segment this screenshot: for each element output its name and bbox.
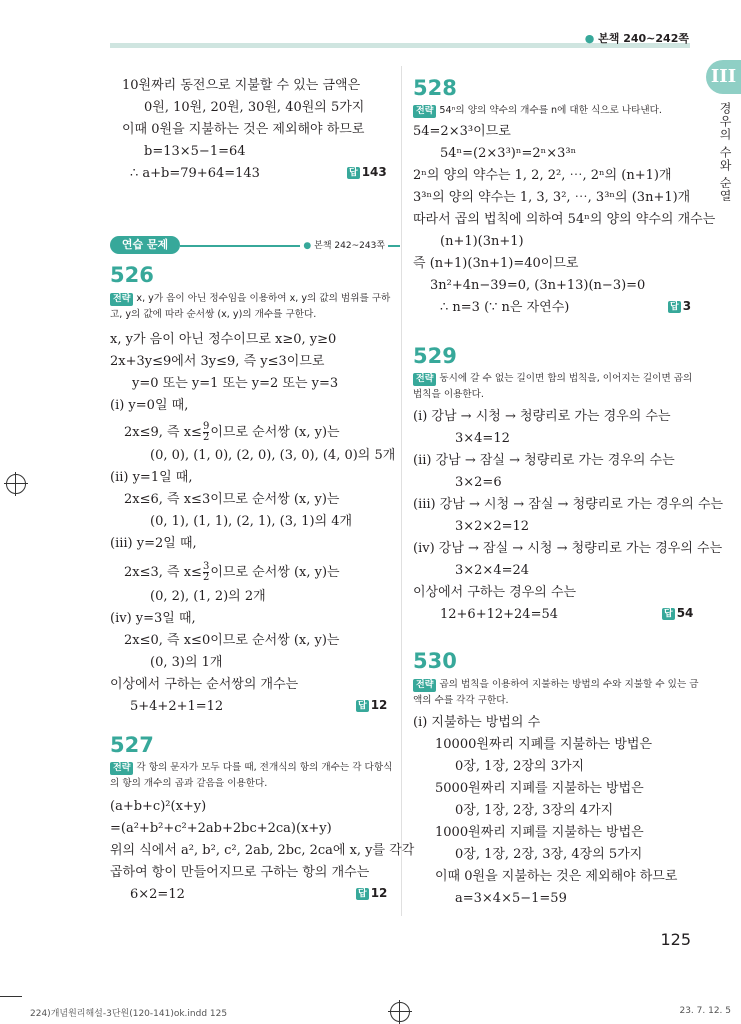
text-line: x, y가 음이 아닌 정수이므로 x≥0, y≥0 — [110, 332, 337, 347]
text-line: 3³ⁿ의 양의 약수는 1, 3, 3², ⋯, 3³ⁿ의 (3n+1)개 — [413, 190, 691, 205]
text-line: (0, 3)의 1개 — [150, 655, 223, 670]
footer-file: 224)개념원리해설-3단원(120-141)ok.indd 125 — [30, 1009, 228, 1019]
text-line: (ⅲ) y=2일 때, — [110, 536, 197, 551]
text-line: (ⅰ) 강남 → 시청 → 청량리로 가는 경우의 수는 — [413, 409, 671, 424]
text-line: 즉 (n+1)(3n+1)=40이므로 — [413, 256, 579, 271]
book-reference: ● 본책 240~242쪽 — [584, 32, 689, 45]
footer-date: 23. 7. 12. 5 — [679, 1006, 731, 1016]
text-line: 3×2=6 — [455, 475, 502, 490]
text-line: 10원짜리 동전으로 지불할 수 있는 금액은 — [122, 78, 361, 93]
text-line: 2x+3y≤9에서 3y≤9, 즉 y≤3이므로 — [110, 354, 325, 369]
column-divider — [401, 66, 402, 916]
practice-label: 연습 문제 — [110, 236, 180, 254]
text-line: 5000원짜리 지폐를 지불하는 방법은 — [435, 781, 644, 796]
problem-number: 529 — [413, 344, 457, 368]
text-line: (0, 0), (1, 0), (2, 0), (3, 0), (4, 0)의 5개 — [150, 448, 396, 463]
text-line: 3×2×2=12 — [455, 519, 530, 534]
math-line: 2x≤3, 즉 x≤ $\frac{3}{2}$ 이므로 순서쌍 (x, y)는 — [124, 561, 340, 583]
text-line: 0장, 1장, 2장, 3장의 4가지 — [455, 803, 614, 818]
text-line: (ⅲ) 강남 → 시청 → 잠실 → 청량리로 가는 경우의 수는 — [413, 497, 724, 512]
text-line: 이때 0원을 지불하는 것은 제외해야 하므로 — [122, 122, 365, 137]
fraction: $\frac{3}{2}$ — [202, 561, 210, 583]
text-line: 3×2×4=24 — [455, 563, 530, 578]
strategy-hint: 전략 동시에 갈 수 없는 길이면 합의 법칙을, 이어지는 길이면 곱의 법칙을 이용한다. — [413, 373, 693, 400]
text-line: 2ⁿ의 양의 약수는 1, 2, 2², ⋯, 2ⁿ의 (n+1)개 — [413, 168, 672, 183]
text-line: (a+b+c)²(x+y) — [110, 799, 207, 814]
registration-mark-icon — [6, 474, 26, 494]
text-line: 0장, 1장, 2장의 3가지 — [455, 759, 585, 774]
text-line: (ⅳ) y=3일 때, — [110, 611, 196, 626]
problem-number: 530 — [413, 649, 457, 673]
problem-number: 528 — [413, 76, 457, 100]
practice-reference: ● 본책 242~243쪽 — [300, 238, 388, 251]
text-line: 6×2=12 — [130, 887, 185, 902]
text-line: 54=2×3³이므로 — [413, 124, 511, 139]
problem-number: 526 — [110, 263, 154, 287]
strategy-hint: 전략 x, y가 음이 아닌 정수임을 이용하여 x, y의 값의 범위를 구하고, y의 값에 따라 순서쌍 (x, y)의 개수를 구한다. — [110, 293, 391, 320]
chapter-tab: III — [706, 60, 741, 94]
text-line: 3×4=12 — [455, 431, 510, 446]
text-line: 1000원짜리 지폐를 지불하는 방법은 — [435, 825, 644, 840]
text-line: 0원, 10원, 20원, 30원, 40원의 5가지 — [144, 100, 365, 115]
text-line: b=13×5−1=64 — [144, 144, 246, 159]
strategy-hint: 전략 곱의 법칙을 이용하여 지불하는 방법의 수와 지불할 수 있는 금액의 수를 각각 구한다. — [413, 679, 699, 706]
text-line: 이때 0원을 지불하는 것은 제외해야 하므로 — [435, 869, 678, 884]
text-line: (ⅰ) 지불하는 방법의 수 — [413, 715, 541, 730]
text-line: 54ⁿ=(2×3³)ⁿ=2ⁿ×3³ⁿ — [440, 146, 577, 161]
text-line: 3n²+4n−39=0, (3n+13)(n−3)=0 — [430, 278, 646, 293]
text-line: (ⅳ) 강남 → 잠실 → 시청 → 청량리로 가는 경우의 수는 — [413, 541, 723, 556]
text-line: a=3×4×5−1=59 — [455, 891, 567, 906]
strategy-hint: 전략 54ⁿ의 양의 약수의 개수를 n에 대한 식으로 나타낸다. — [413, 103, 703, 119]
text-line: (ⅰ) y=0일 때, — [110, 398, 189, 413]
text-line: ∴ n=3 (∵ n은 자연수) — [440, 300, 570, 315]
text-line: (0, 2), (1, 2)의 2개 — [150, 589, 266, 604]
text-line: 5+4+2+1=12 — [130, 699, 224, 714]
text-line: (0, 1), (1, 1), (2, 1), (3, 1)의 4개 — [150, 514, 353, 529]
page-number: 125 — [660, 930, 691, 949]
answer-badge: 답 12 — [358, 886, 388, 900]
text-line: 2x≤0, 즉 x≤0이므로 순서쌍 (x, y)는 — [124, 633, 340, 648]
answer-badge: 답 54 — [664, 606, 694, 620]
text-line: 10000원짜리 지폐를 지불하는 방법은 — [435, 737, 653, 752]
problem-number: 527 — [110, 733, 154, 757]
text-line: (ⅱ) 강남 → 잠실 → 청량리로 가는 경우의 수는 — [413, 453, 675, 468]
text-line: 0장, 1장, 2장, 3장, 4장의 5가지 — [455, 847, 643, 862]
text-line: 12+6+12+24=54 — [440, 607, 559, 622]
text-line: y=0 또는 y=1 또는 y=2 또는 y=3 — [132, 376, 339, 391]
fraction: $\frac{9}{2}$ — [202, 421, 210, 443]
text-line: (n+1)(3n+1) — [440, 234, 524, 249]
text-line: 위의 식에서 a², b², c², 2ab, 2bc, 2ca에 x, y를 각각 — [110, 843, 415, 858]
text-line: 이상에서 구하는 경우의 수는 — [413, 585, 577, 600]
math-line: 2x≤9, 즉 x≤ $\frac{9}{2}$ 이므로 순서쌍 (x, y)는 — [124, 421, 340, 443]
practice-header — [110, 236, 400, 254]
registration-mark-icon — [390, 1002, 410, 1022]
text-line: 이상에서 구하는 순서쌍의 개수는 — [110, 677, 299, 692]
text-line: =(a²+b²+c²+2ab+2bc+2ca)(x+y) — [110, 821, 332, 836]
text-line: 따라서 곱의 법칙에 의하여 54ⁿ의 양의 약수의 개수는 — [413, 212, 716, 227]
text-line: ∴ a+b=79+64=143 — [130, 166, 260, 181]
answer-badge: 답 12 — [358, 698, 388, 712]
answer-badge: 답 3 — [670, 299, 692, 313]
strategy-hint: 전략 각 항의 문자가 모두 다를 때, 전개식의 항의 개수는 각 다항식의 항의 개수의 곱과 같음을 이용한다. — [110, 762, 393, 789]
chapter-title: 경우의 수와 순열 — [718, 102, 732, 203]
answer-badge: 답 143 — [349, 165, 387, 179]
text-line: (ⅱ) y=1일 때, — [110, 470, 193, 485]
text-line: 곱하여 항이 만들어지므로 구하는 항의 개수는 — [110, 865, 370, 880]
text-line: 2x≤6, 즉 x≤3이므로 순서쌍 (x, y)는 — [124, 492, 340, 507]
